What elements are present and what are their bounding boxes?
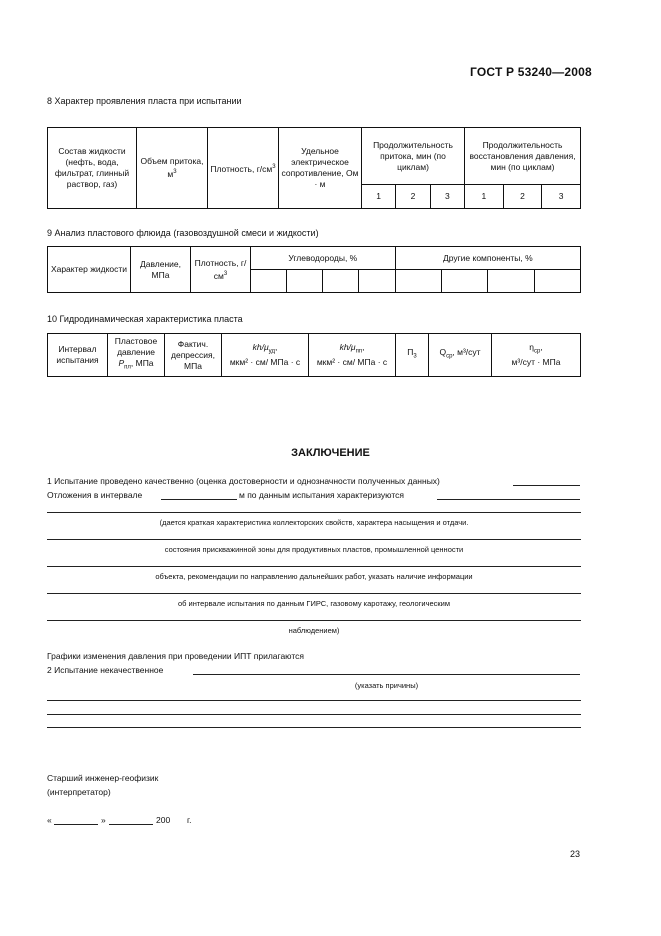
- blank-line: [47, 566, 581, 567]
- note-line: об интервале испытания по данным ГИРС, газовому каротажу, геологическим: [177, 599, 451, 608]
- s10-col-depression: Фактич. депрессия, МПа: [165, 334, 222, 377]
- s10-col-kh-pp: $kh/\mu_{пп}$, мкм² · см/ МПа · с: [309, 334, 396, 377]
- date-close-quote: »: [101, 815, 106, 825]
- signature-role-2: (интерпретатор): [47, 787, 111, 797]
- blank-line: [47, 539, 581, 540]
- s8-cycle: 2: [396, 185, 430, 209]
- blank-line: [437, 499, 580, 500]
- blank-line: [47, 512, 581, 513]
- section8-title: 8 Характер проявления пласта при испытании: [47, 96, 242, 106]
- s8-col-inflow-duration: Продолжительность притока, мин (по циклам): [362, 128, 465, 185]
- page-number: 23: [570, 849, 581, 859]
- conclusion-item2: 2 Испытание некачественное: [47, 665, 164, 675]
- s9-col-pressure: Давление, МПа: [131, 247, 191, 293]
- blank-line: [47, 714, 581, 715]
- signature-role: Старший инженер-геофизик: [47, 773, 159, 783]
- s8-col-volume: Объем притока, $м^3$: [137, 128, 208, 209]
- s8-cycle: 1: [465, 185, 504, 209]
- note-line: (указать причины): [354, 681, 419, 690]
- section9-table: [47, 246, 581, 293]
- deposits-label: Отложения в интервале: [47, 490, 143, 500]
- date-month-blank: [109, 824, 153, 825]
- date-open-quote: «: [47, 815, 52, 825]
- blank-line: [47, 593, 581, 594]
- date-year-suffix: г.: [187, 815, 192, 825]
- blank-line: [47, 727, 581, 728]
- s9-col-liquid: Характер жидкости: [48, 247, 131, 293]
- blank-line: [513, 485, 580, 486]
- s10-col-eta: $\eta_{ср}$, м³/сут · МПа: [492, 334, 581, 377]
- note-line: (дается краткая характеристика коллекторских свойств, характера насыщения и отдачи.: [159, 518, 469, 527]
- s8-cycle: 2: [503, 185, 542, 209]
- s8-col-composition: Состав жидкости (нефть, вода, фильтрат, глинный раствор, газ): [48, 128, 137, 209]
- blank-line: [47, 620, 581, 621]
- s10-col-q: $Q_{ср}$, м³/сут: [429, 334, 492, 377]
- s8-cycle: 3: [542, 185, 581, 209]
- date-day-blank: [54, 824, 98, 825]
- s8-col-resistivity: Удельное электрическое сопротивление, Ом · м: [279, 128, 362, 209]
- graphs-note: Графики изменения давления при проведении ИПТ прилагаются: [47, 651, 305, 661]
- s10-col-interval: Интервал испытания: [48, 334, 108, 377]
- blank-line: [47, 700, 581, 701]
- date-year: 200: [156, 815, 171, 825]
- s8-col-density: Плотность, $г/см^3$: [208, 128, 279, 209]
- deposits-label-2: м по данным испытания характеризуются: [239, 490, 404, 500]
- s8-cycle: 1: [362, 185, 396, 209]
- blank-line: [193, 674, 580, 675]
- s9-col-hydrocarbons: Углеводороды, %: [251, 247, 396, 270]
- s9-col-density: Плотность, $г/см^3$: [191, 247, 251, 293]
- section8-table: [47, 127, 581, 209]
- note-line: состояния прискважинной зоны для продуктивных пластов, промышленной ценности: [164, 545, 464, 554]
- conclusion-title: ЗАКЛЮЧЕНИЕ: [291, 447, 370, 459]
- s10-col-p3: $П_3$: [396, 334, 429, 377]
- s10-col-kh-ud: $kh/\mu_{уд}$, мкм² · см/ МПа · с: [222, 334, 309, 377]
- s8-cycle: 3: [430, 185, 464, 209]
- section10-title: 10 Гидродинамическая характеристика пласта: [47, 314, 243, 324]
- section9-title: 9 Анализ пластового флюида (газовоздушной смеси и жидкости): [47, 228, 319, 238]
- conclusion-item1: 1 Испытание проведено качественно (оценка достоверности и однозначности полученных данных): [47, 476, 440, 486]
- note-line: наблюдением): [288, 626, 340, 635]
- section10-table: [47, 333, 581, 377]
- interval-blank: [161, 499, 237, 500]
- s8-col-recovery-duration: Продолжительность восстановления давления, мин (по циклам): [465, 128, 581, 185]
- s9-col-other: Другие компоненты, %: [395, 247, 580, 270]
- document-header: ГОСТ Р 53240—2008: [470, 65, 592, 79]
- s10-col-pressure: Пластовое давление $P_{пл}$, МПа: [108, 334, 165, 377]
- note-line: объекта, рекомендации по направлению дальнейших работ, указать наличие информации: [155, 572, 473, 581]
